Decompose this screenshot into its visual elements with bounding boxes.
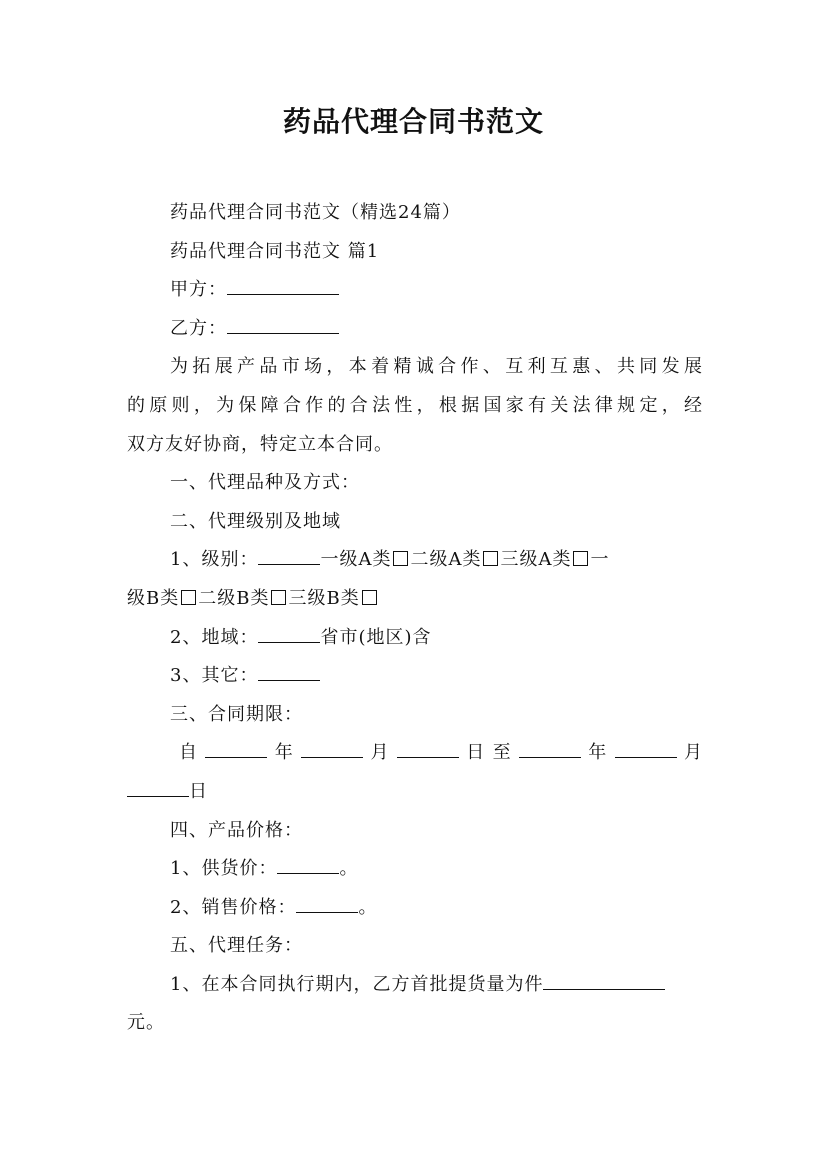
- supply-price-line: [127, 850, 703, 889]
- other-blank: [258, 679, 320, 681]
- chapter-heading: 药品代理合同书范文 篇1: [170, 240, 380, 262]
- other-label: 3、其它：: [170, 665, 259, 687]
- sale-price-label: 2、销售价格：: [170, 896, 297, 918]
- intro-line-2: 的原则，为保障合作的合法性，根据国家有关法律规定，经: [127, 394, 703, 416]
- term-year-2: 年: [580, 742, 615, 764]
- other-line: [127, 657, 703, 696]
- term-start-month-blank: [301, 756, 363, 758]
- party-a-line: [127, 271, 703, 310]
- level-option-2b: 二级B类: [198, 587, 270, 609]
- level-option-3a: 三级A类: [500, 549, 572, 571]
- term-day: 日: [189, 780, 208, 802]
- section-5-heading: 五、代理任务：: [170, 935, 303, 957]
- region-blank: [258, 641, 320, 643]
- supply-price-blank: [277, 872, 339, 874]
- term-end-month-blank: [615, 756, 677, 758]
- level-option-2a: 二级A类: [410, 549, 482, 571]
- term-end-day-blank: [127, 795, 189, 797]
- term-end-year-blank: [519, 756, 581, 758]
- checkbox-3b: [362, 590, 377, 605]
- section-1-heading: 一、代理品种及方式：: [170, 472, 360, 494]
- level-option-3b: 三级B类: [288, 587, 360, 609]
- checkbox-3a: [573, 551, 588, 566]
- supply-price-label: 1、供货价：: [170, 858, 278, 880]
- party-b-label: 乙方：: [170, 317, 227, 339]
- level-line-1: [127, 541, 703, 580]
- document-title: 药品代理合同书范文: [282, 105, 544, 138]
- section-3-heading: 三、合同期限：: [170, 703, 303, 725]
- supply-price-end: 。: [339, 858, 359, 880]
- term-year: 年: [267, 742, 302, 764]
- section-2-heading: 二、代理级别及地域: [170, 510, 341, 532]
- checkbox-1b: [181, 590, 196, 605]
- intro-line-3: 双方友好协商，特定立本合同。: [127, 433, 393, 455]
- level-option-1a: 一级A类: [320, 549, 392, 571]
- level-blank: [258, 563, 320, 565]
- checkbox-1a: [393, 551, 408, 566]
- subtitle: 药品代理合同书范文（精选24篇）: [170, 202, 461, 223]
- party-a-label: 甲方：: [170, 279, 227, 301]
- sale-price-blank: [296, 911, 358, 913]
- term-start-year-blank: [205, 756, 267, 758]
- checkbox-2b: [271, 590, 286, 605]
- party-b-blank: [227, 332, 339, 334]
- document-body: [127, 194, 703, 1043]
- level-option-1b-end: 级B类: [127, 587, 180, 609]
- checkbox-2a: [483, 551, 498, 566]
- party-b-line: [127, 310, 703, 349]
- term-from: 自: [179, 742, 206, 764]
- level-label: 1、级别：: [170, 549, 259, 571]
- intro-line-1: 为拓展产品市场，本着精诚合作、互利互惠、共同发展: [170, 356, 703, 378]
- region-line: [127, 619, 703, 658]
- term-month: 月: [363, 742, 397, 764]
- level-line-2: [127, 580, 703, 619]
- term-start-day-blank: [397, 756, 459, 758]
- term-month-2: 月: [676, 742, 704, 764]
- task-blank: [543, 988, 665, 990]
- party-a-blank: [227, 293, 339, 295]
- section-4-heading: 四、产品价格：: [170, 819, 303, 841]
- sale-price-line: [127, 889, 703, 928]
- region-suffix: 省市(地区)含: [320, 626, 432, 648]
- term-line-2: [127, 773, 703, 812]
- sale-price-end: 。: [358, 896, 378, 918]
- task-text: 1、在本合同执行期内，乙方首批提货量为件: [170, 973, 544, 995]
- task-line-1: [127, 966, 703, 1005]
- task-line-2: 元。: [127, 1012, 165, 1034]
- level-option-1b-start: 一: [590, 549, 610, 571]
- term-line: [127, 734, 703, 773]
- term-day-to: 日至: [458, 742, 519, 764]
- region-label: 2、地域：: [170, 626, 259, 648]
